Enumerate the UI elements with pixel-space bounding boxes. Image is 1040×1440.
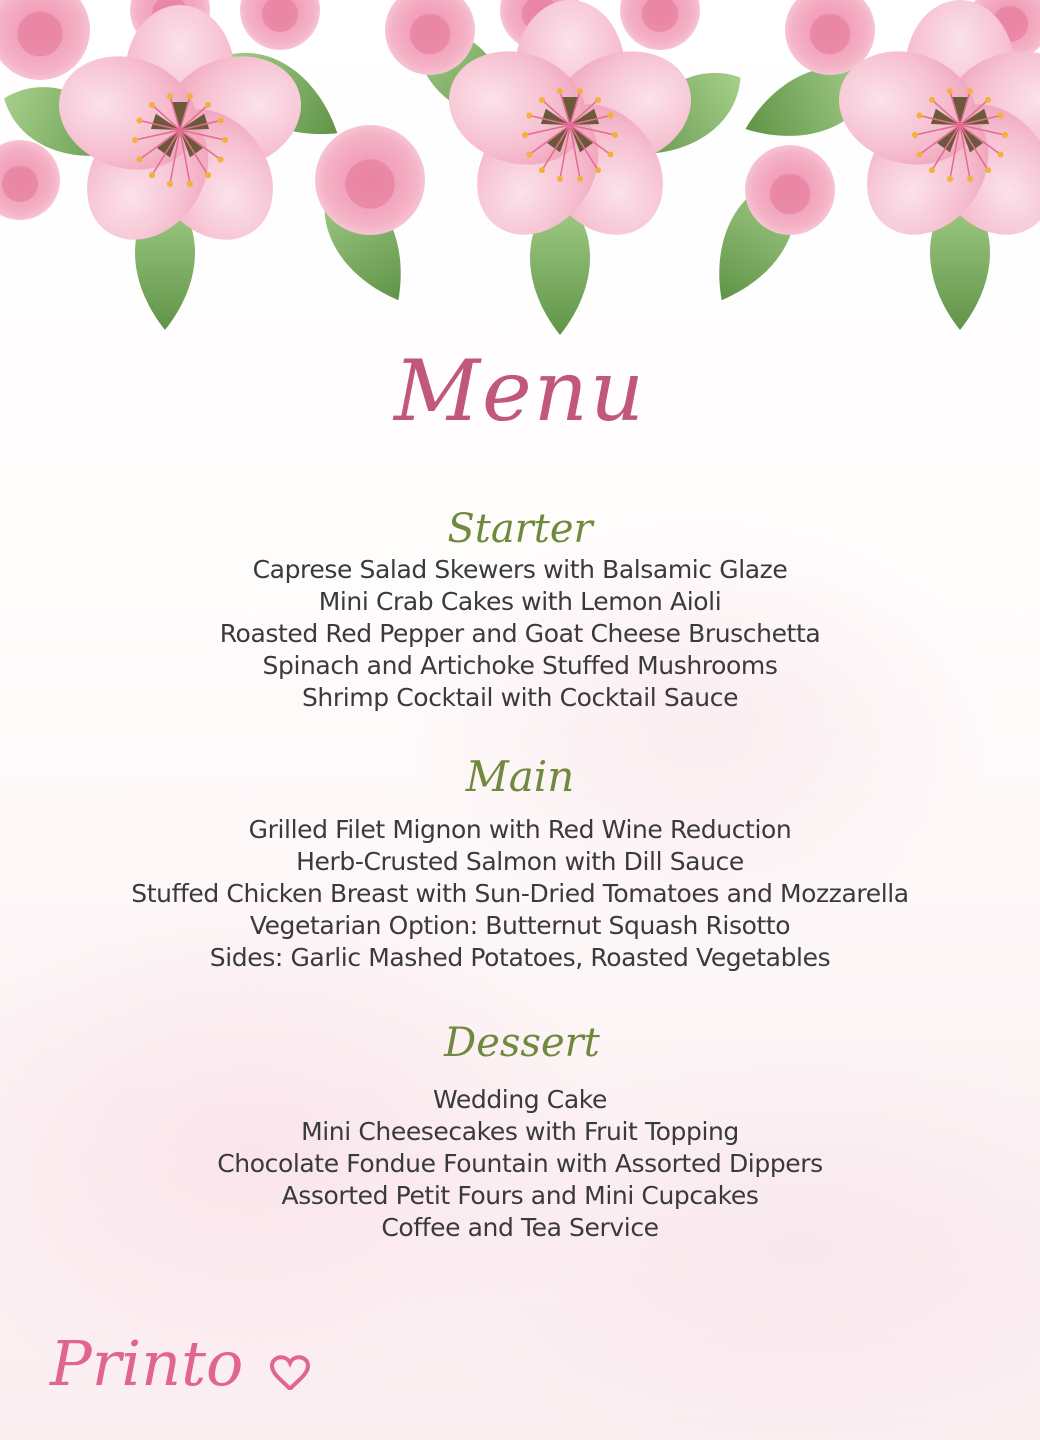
stamen-tip [132, 137, 138, 143]
stamen-tip [167, 181, 173, 187]
section-heading-starter [0, 500, 1040, 560]
bud-center [410, 14, 451, 55]
stamen-tip [916, 152, 922, 158]
bud-center [18, 12, 63, 57]
bud-center [810, 14, 851, 55]
starter-list [0, 554, 1040, 714]
stamen-tip [205, 102, 211, 108]
section-dessert [0, 1010, 1040, 1244]
list-item: Sides: Garlic Mashed Potatoes, Roasted Vegetables [209, 943, 831, 972]
section-starter [0, 500, 1040, 714]
list-item: Chocolate Fondue Fountain with Assorted Dippers [217, 1149, 823, 1178]
stamen-tip [577, 88, 583, 94]
stamen-tip [967, 88, 973, 94]
stamen-tip [998, 112, 1004, 118]
stamen-tip [557, 88, 563, 94]
stamen-tip [526, 152, 532, 158]
stamen-tip [557, 176, 563, 182]
stamen-tip [577, 176, 583, 182]
stamen-tip [947, 176, 953, 182]
stamen-tip [539, 97, 545, 103]
list-item: Stuffed Chicken Breast with Sun-Dried Tomatoes and Mozzarella [131, 879, 909, 908]
section-heading-text: Dessert [444, 1020, 600, 1066]
list-item: Coffee and Tea Service [381, 1213, 659, 1242]
menu-title-text: Menu [394, 342, 646, 440]
stamen-tip [608, 112, 614, 118]
stamen-tip [187, 181, 193, 187]
floral-border-image [0, 0, 1040, 345]
section-heading-main [0, 745, 1040, 805]
stamen-tip [1002, 132, 1008, 138]
stamen-tip [136, 117, 142, 123]
bud-center [345, 159, 395, 209]
list-item: Mini Cheesecakes with Fruit Topping [301, 1117, 739, 1146]
list-item: Roasted Red Pepper and Goat Cheese Bruschetta [219, 619, 821, 648]
stamen-tip [218, 117, 224, 123]
list-item: Grilled Filet Mignon with Red Wine Reduction [248, 815, 792, 844]
stamen-tip [526, 112, 532, 118]
bud-center [770, 174, 811, 215]
stamen-tip [522, 132, 528, 138]
stamen-tip [205, 172, 211, 178]
list-item: Mini Crab Cakes with Lemon Aioli [318, 587, 722, 616]
stamen-tip [929, 97, 935, 103]
list-item: Shrimp Cocktail with Cocktail Sauce [301, 683, 739, 712]
stamen-tip [218, 157, 224, 163]
printo-logo [40, 1310, 320, 1410]
heart-icon [272, 1357, 308, 1390]
main-list [0, 814, 1040, 974]
list-item: Wedding Cake [433, 1085, 607, 1114]
list-item: Vegetarian Option: Butternut Squash Risotto [249, 911, 791, 940]
stamen-tip [539, 167, 545, 173]
stamen-tip [985, 97, 991, 103]
stamen-tip [149, 102, 155, 108]
stamen-tip [985, 167, 991, 173]
bud-center [2, 166, 38, 202]
stamen-tip [916, 112, 922, 118]
stamen-tip [998, 152, 1004, 158]
stamen-tip [947, 88, 953, 94]
list-item: Spinach and Artichoke Stuffed Mushrooms [262, 651, 778, 680]
stamen-tip [222, 137, 228, 143]
list-item: Assorted Petit Fours and Mini Cupcakes [281, 1181, 759, 1210]
brand-text: Printo [50, 1327, 244, 1400]
stamen-tip [167, 93, 173, 99]
section-heading-dessert [0, 1010, 1040, 1070]
stamen-tip [929, 167, 935, 173]
menu-title [0, 315, 1040, 455]
dessert-list [0, 1084, 1040, 1244]
stamen-tip [187, 93, 193, 99]
section-heading-text: Starter [447, 506, 593, 552]
stamen-tip [149, 172, 155, 178]
stamen-tip [595, 167, 601, 173]
stamen-tip [612, 132, 618, 138]
stamen-tip [967, 176, 973, 182]
list-item: Caprese Salad Skewers with Balsamic Glaze [252, 555, 788, 584]
list-item: Herb-Crusted Salmon with Dill Sauce [296, 847, 744, 876]
section-heading-text: Main [465, 752, 575, 801]
stamen-tip [136, 157, 142, 163]
stamen-tip [595, 97, 601, 103]
stamen-tip [912, 132, 918, 138]
section-main [0, 745, 1040, 974]
stamen-tip [608, 152, 614, 158]
